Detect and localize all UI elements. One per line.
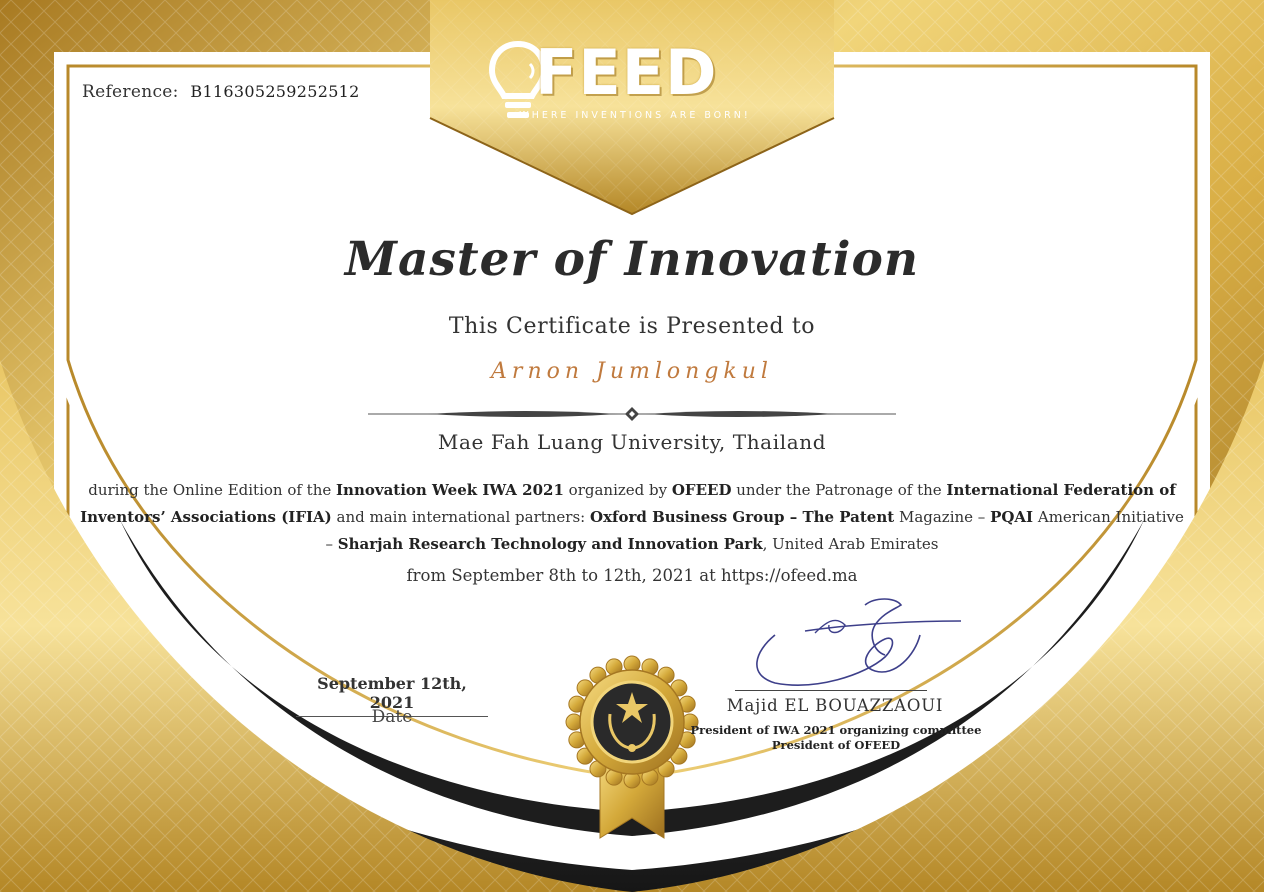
description-segment: , United Arab Emirates (762, 535, 939, 553)
ornamental-divider (368, 404, 896, 424)
description-segment: organized by (563, 481, 672, 499)
reference (82, 82, 360, 102)
presented-to-text: This Certificate is Presented to (448, 314, 816, 339)
description-segment: PQAI (990, 508, 1034, 526)
signer-name: Majid EL BOUAZZAOUI (726, 696, 944, 715)
star-laurel-seal-icon (560, 652, 704, 842)
signer-role-2: President of OFEED (771, 738, 901, 752)
signature-line (735, 690, 927, 691)
event-dates: from September 8th to 12th, 2021 at https://ofeed.ma (406, 566, 858, 585)
signature-mark (745, 595, 965, 691)
description-segment: during the Online Edition of the (88, 481, 337, 499)
description-segment: American Initiative – (325, 508, 1184, 553)
issue-date: September 12th, 2021 (296, 674, 488, 717)
recipient-name: Arnon Jumlongkul (491, 359, 773, 384)
description-segment: under the Patronage of the (731, 481, 947, 499)
institution: Mae Fah Luang University, Thailand (437, 430, 827, 454)
certificate-title: Master of Innovation (344, 232, 920, 287)
certificate-description (80, 477, 1184, 558)
logo-tagline: WHERE INVENTIONS ARE BORN! (519, 110, 751, 121)
description-segment: International Federation of Inventors’ Associations (IFIA) (80, 481, 1176, 526)
description-segment: Oxford Business Group – The Patent (590, 508, 895, 526)
logo-wordmark: FEED (535, 36, 718, 109)
description-segment: Innovation Week IWA 2021 (336, 481, 564, 499)
signer-role-1: President of IWA 2021 organizing committee (690, 723, 982, 737)
description-segment: and main international partners: (331, 508, 591, 526)
description-segment: Sharjah Research Technology and Innovation Park (337, 535, 763, 553)
description-segment: Magazine – (894, 508, 991, 526)
date-label: Date (371, 707, 413, 727)
description-segment: OFEED (671, 481, 732, 499)
reference-label: Reference: (82, 82, 179, 102)
reference-value: B116305259252512 (190, 82, 360, 101)
